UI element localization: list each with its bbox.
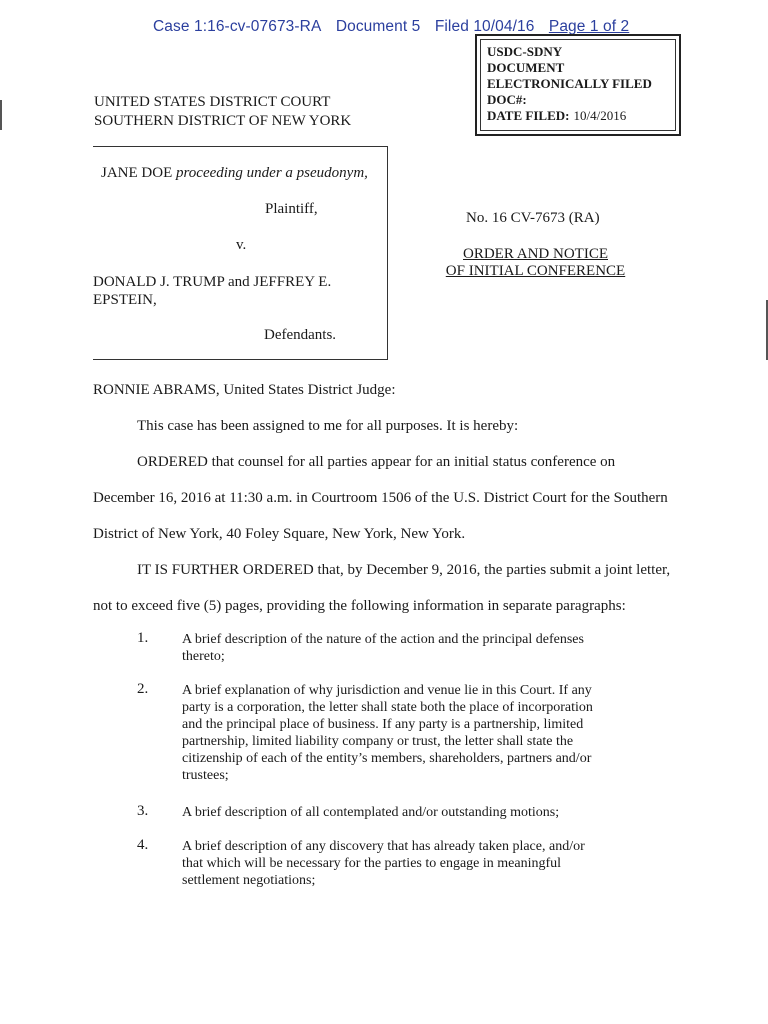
body-paragraph-2-line: ORDERED that counsel for all parties appear for an initial status conference on	[137, 454, 616, 470]
body-paragraph-2-line: District of New York, 40 Foley Square, New York, New York.	[93, 526, 466, 542]
body-paragraph-3-line: not to exceed five (5) pages, providing the following information in separate paragraphs:	[93, 598, 626, 614]
filing-stamp-date-row	[487, 108, 675, 124]
list-item-line: A brief description of any discovery that has already taken place, and/or	[182, 839, 585, 854]
versus-label: v.	[236, 237, 247, 253]
plaintiff-line	[101, 165, 368, 182]
judge-line: RONNIE ABRAMS, United States District Judge:	[93, 382, 396, 398]
filing-stamp-document: DOCUMENT	[487, 60, 565, 75]
list-item-line: that which will be necessary for the parties to engage in meaningful	[182, 856, 562, 871]
document-number-stamp: Document 5	[335, 18, 421, 35]
case-number-stamp: Case 1:16-cv-07673-RA	[153, 18, 322, 35]
defendants-line: DONALD J. TRUMP and JEFFREY E.	[93, 274, 332, 290]
order-title-line: ORDER AND NOTICE	[463, 246, 608, 262]
list-item-line: A brief description of the nature of the action and the principal defenses	[182, 632, 584, 647]
defendants-label: Defendants.	[264, 327, 337, 343]
plaintiff-name: JANE DOE	[101, 165, 173, 181]
body-paragraph-1: This case has been assigned to me for all purposes. It is hereby:	[137, 418, 519, 434]
filing-stamp-doc-number: DOC#:	[487, 92, 527, 107]
filed-date-stamp: Filed 10/04/16	[434, 18, 535, 35]
list-item-line: party is a corporation, the letter shall state both the place of incorporation	[182, 700, 593, 715]
list-item-text	[182, 838, 642, 889]
list-item-line: A brief description of all contemplated and/or outstanding motions;	[182, 805, 560, 820]
list-item-number: 3.	[137, 803, 149, 819]
defendants-line: EPSTEIN,	[93, 292, 157, 308]
court-name: UNITED STATES DISTRICT COURT	[94, 94, 331, 110]
list-item-line: citizenship of each of the entity’s members, shareholders, partners and/or	[182, 751, 592, 766]
list-item-number: 1.	[137, 630, 149, 646]
defendants-names	[93, 273, 331, 309]
list-item-line: trustees;	[182, 768, 229, 783]
filing-stamp-box	[480, 39, 676, 131]
court-heading	[94, 93, 351, 131]
list-item-line: and the principal place of business. If any party is a partnership, limited	[182, 717, 584, 732]
list-item-text	[182, 804, 642, 821]
case-number: No. 16 CV-7673 (RA)	[466, 210, 600, 226]
plaintiff-label: Plaintiff,	[265, 201, 318, 217]
list-item-line: thereto;	[182, 649, 225, 664]
list-item-number: 4.	[137, 837, 149, 853]
plaintiff-description: proceeding under a pseudonym,	[176, 165, 368, 181]
list-item-line: A brief explanation of why jurisdiction and venue lie in this Court. If any	[182, 683, 592, 698]
scan-edge-mark	[0, 100, 2, 130]
order-title	[443, 246, 628, 280]
filing-stamp-date-value: 10/4/2016	[573, 108, 627, 123]
filing-stamp-efiled: ELECTRONICALLY FILED	[487, 76, 652, 91]
page-count-stamp: Page 1 of 2	[548, 18, 630, 35]
court-district: SOUTHERN DISTRICT OF NEW YORK	[94, 113, 352, 129]
list-item-text	[182, 631, 642, 665]
order-title-line: OF INITIAL CONFERENCE	[445, 263, 626, 279]
body-paragraph-3-line: IT IS FURTHER ORDERED that, by December 9, 2016, the parties submit a joint letter,	[137, 562, 671, 578]
list-item-line: settlement negotiations;	[182, 873, 316, 888]
body-paragraph-2-line: December 16, 2016 at 11:30 a.m. in Courtroom 1506 of the U.S. District Court for the Southern	[93, 490, 668, 506]
list-item-text	[182, 682, 642, 784]
filing-stamp-date-label: DATE FILED:	[487, 108, 570, 123]
list-item-number: 2.	[137, 681, 149, 697]
list-item-line: partnership, limited liability company or trust, the letter shall state the	[182, 734, 574, 749]
filing-stamp-court: USDC-SDNY	[487, 44, 563, 59]
